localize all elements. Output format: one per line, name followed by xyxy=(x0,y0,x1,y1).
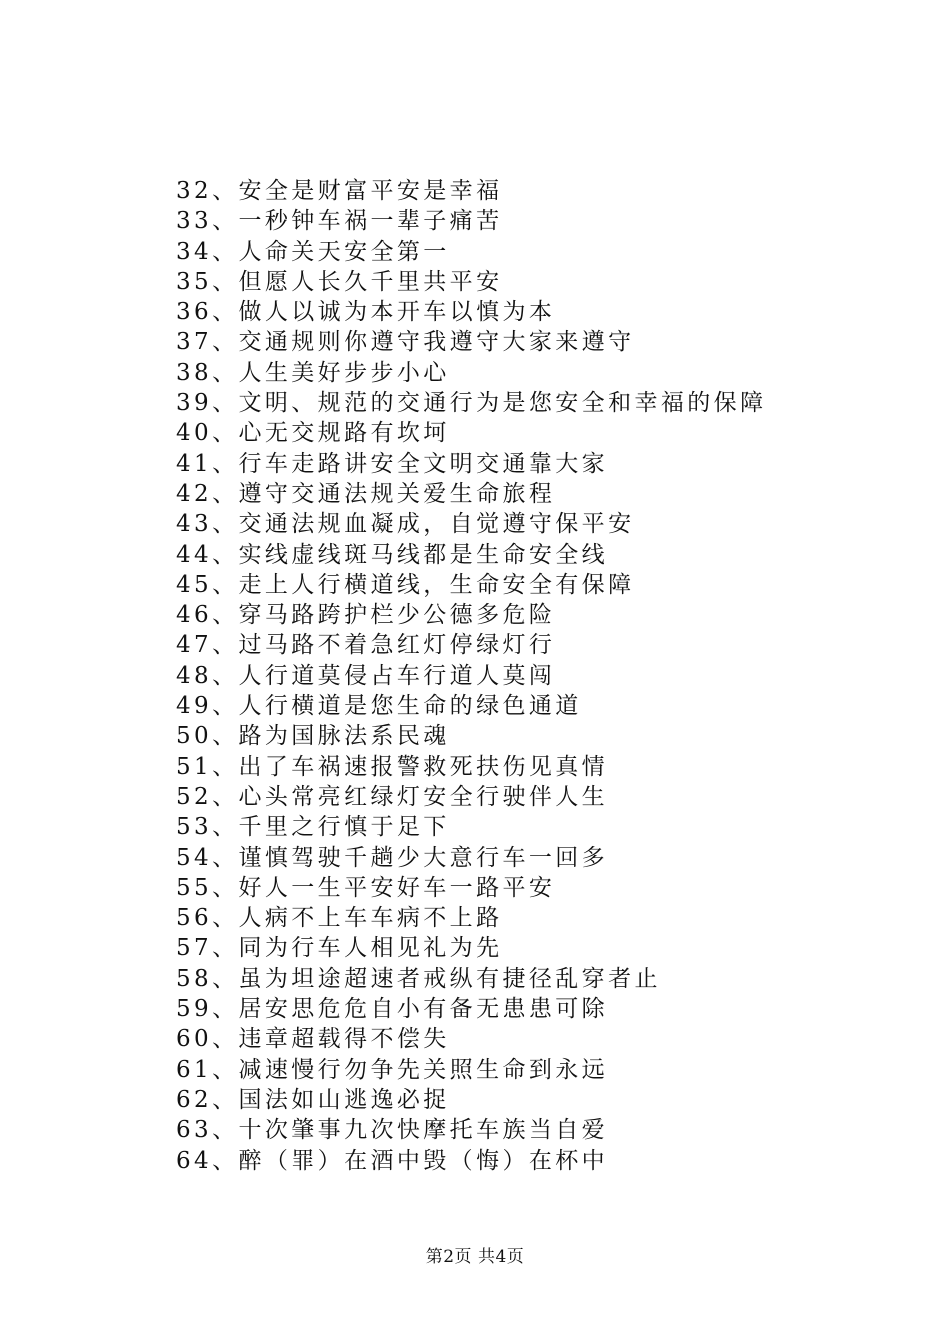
slogan-line: 53、千里之行慎于足下 xyxy=(176,814,450,841)
slogan-line: 54、谨慎驾驶千趟少大意行车一回多 xyxy=(176,844,609,871)
slogan-line: 52、心头常亮红绿灯安全行驶伴人生 xyxy=(176,783,609,810)
slogan-line: 63、十次肇事九次快摩托车族当自爱 xyxy=(176,1117,609,1144)
slogan-list xyxy=(176,176,766,1176)
slogan-line: 35、但愿人长久千里共平安 xyxy=(176,268,503,295)
slogan-line: 57、同为行车人相见礼为先 xyxy=(176,935,503,962)
slogan-line: 47、过马路不着急红灯停绿灯行 xyxy=(176,632,556,659)
slogan-line: 59、居安思危危自小有备无患患可除 xyxy=(176,996,609,1023)
slogan-line: 34、人命关天安全第一 xyxy=(176,238,450,265)
slogan-line: 33、一秒钟车祸一辈子痛苦 xyxy=(176,208,503,235)
slogan-line: 62、国法如山逃逸必捉 xyxy=(176,1086,450,1113)
slogan-line: 38、人生美好步步小心 xyxy=(176,359,450,386)
slogan-line: 32、安全是财富平安是幸福 xyxy=(176,178,503,204)
slogan-line: 37、交通规则你遵守我遵守大家来遵守 xyxy=(176,329,635,356)
slogan-line: 58、虽为坦途超速者戒纵有捷径乱穿者止 xyxy=(176,965,661,992)
slogan-line: 46、穿马路跨护栏少公德多危险 xyxy=(176,602,556,629)
page-footer: 第2页 共4页 xyxy=(425,1247,525,1267)
slogan-line: 56、人病不上车车病不上路 xyxy=(176,905,503,932)
slogan-line: 36、做人以诚为本开车以慎为本 xyxy=(176,299,556,326)
slogan-line: 48、人行道莫侵占车行道人莫闯 xyxy=(176,662,556,689)
slogan-line: 39、文明、规范的交通行为是您安全和幸福的保障 xyxy=(176,390,767,417)
slogan-line: 55、好人一生平安好车一路平安 xyxy=(176,874,556,901)
slogan-line: 40、心无交规路有坎坷 xyxy=(176,420,450,447)
slogan-line: 61、减速慢行勿争先关照生命到永远 xyxy=(176,1056,609,1083)
slogan-line: 41、行车走路讲安全文明交通靠大家 xyxy=(176,450,609,477)
slogan-line: 50、路为国脉法系民魂 xyxy=(176,723,450,750)
slogan-line: 64、醉（罪）在酒中毁（悔）在杯中 xyxy=(176,1147,609,1174)
slogan-line: 45、走上人行横道线，生命安全有保障 xyxy=(176,571,635,598)
slogan-line: 42、遵守交通法规关爱生命旅程 xyxy=(176,480,556,507)
slogan-line: 44、实线虚线斑马线都是生命安全线 xyxy=(176,541,609,568)
slogan-line: 60、违章超载得不偿失 xyxy=(176,1026,450,1053)
slogan-line: 49、人行横道是您生命的绿色通道 xyxy=(176,693,582,720)
slogan-line: 43、交通法规血凝成，自觉遵守保平安 xyxy=(176,511,635,538)
slogan-line: 51、出了车祸速报警救死扶伤见真情 xyxy=(176,753,609,780)
